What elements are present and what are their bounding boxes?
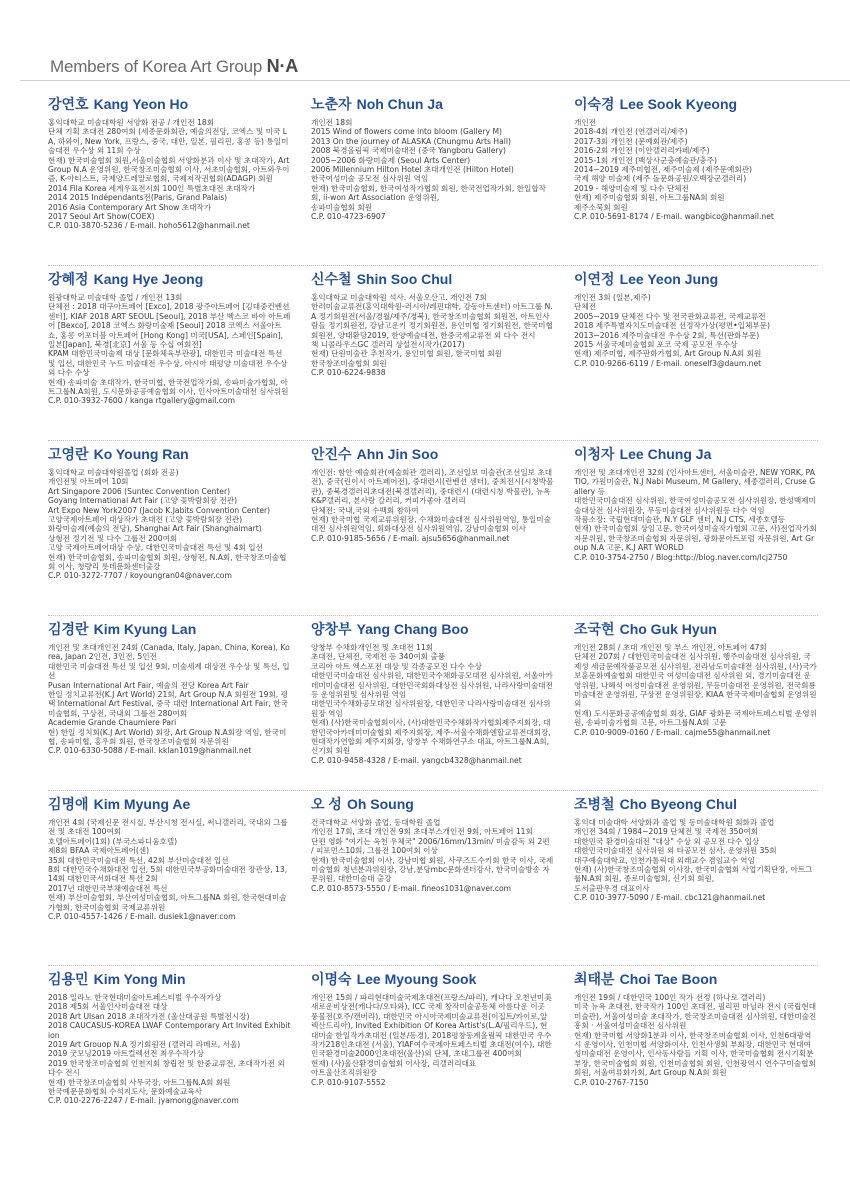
member-card — [311, 444, 554, 619]
bio-line: 2019 굿모닝2019 아트컬렉션전 최우수작가상 — [48, 1049, 204, 1059]
bio-line: 아트울산조직위원장 — [311, 1068, 378, 1078]
member-name-english: Cho Byeong Chul — [619, 796, 738, 812]
bio-line: 현재) 제주미협, 제주판화가협회, Art Group N.A회 회원 — [574, 349, 762, 359]
bio-line: C.P. 010-3272-7707 / koyoungran04@naver.com — [48, 571, 232, 581]
bio-line: 2015-1회 개인전 (백상사군충예술관/충주) — [574, 155, 717, 165]
bio-line: 현재) (사)울산환경미술협회 이사장, 리갤러리대표 — [311, 1058, 477, 1068]
member-name-english: Kang Hye Jeong — [93, 271, 204, 287]
member-name-korean: 김명애 — [48, 796, 89, 812]
bio-line: 2018 Art Ulsan 2018 초대작가전 (울산대공원 특별전시장) — [48, 1011, 250, 1021]
bio-line: 대한민국 미술대전 특선 및 입선 9회, 미술세계 대상전 우수상 및 특선, 입선 — [48, 661, 290, 681]
member-name — [311, 269, 554, 289]
bio-line: 개인전: 함안 예술회관(예술회관 갤러리), 조선일보 미술관(조선일보 초대전), 중국(린이시 아트페어전), 중대련시(런벤션 센터), 중최전시(시청박물관), 중북경갤러리초대전(북경갤러리), 중대련시 (대련시청 박물관), 뉴욕K&P갤러리, 본사랑 갈러리, 커피가좋아 갤러리 — [311, 468, 554, 506]
bio-line: 한국예문문화협회 수석지도사, 문화예술교육사 — [48, 1087, 202, 1097]
member-bio — [574, 643, 817, 737]
member-name-english: Ko Young Ran — [93, 446, 189, 462]
member-name-english: Lee Chung Ja — [619, 446, 712, 462]
bio-line: 2018 CAUCASUS-KOREA LWAF Contemporary Art Invited Exhibition — [48, 1021, 291, 1040]
member-name-korean: 강연호 — [48, 96, 89, 112]
member-name-english: Kim Yong Min — [93, 971, 186, 987]
member-name-korean: 오 성 — [311, 796, 342, 812]
bio-line: 원광대학교 미술대학 졸업 / 개인전 13회 — [48, 293, 183, 302]
bio-line: 대한민국미술대전 심사위원, 대한민국수채화공모대전 심사위원, 서울아카데미미술대전 심사위원, 대한민국회화대상전 심사위원, 나라사랑미술대전 등 운영위원및 심사위원 역임 — [311, 671, 553, 700]
member-name-english: Kim Myung Ae — [93, 796, 191, 812]
member-bio — [48, 818, 291, 921]
bio-line: 개인전 15회 / 파리현대미술국제초대전(프랑스/파리), 캐나다 오천년미美 새로운비상전(캐나다/오타와), ICC 국제 창작미술공동체 아름다운 이곳 풍물전(호주/캔버라), 대한민국 아시아국제미술교류전(이집트/카이로,알렉산드리아), Invited Exhibition Of Korea Artist's(L.A/필리우드), 현대미술 한일작가초대전 (일본/동경), 2018평창동계올림픽 대한민국 우수작가218인초대전 (서울), YIAF여수국제아트페스티벌 초대전(여수), 대한민국환경미술2000인초대전(울산)외 단체, 초대그룹전 400여회 — [311, 993, 552, 1059]
member-bio — [574, 818, 817, 903]
member-name — [311, 794, 554, 814]
bio-line: C.P. 010-2767-7150 — [574, 1077, 649, 1087]
member-card — [574, 619, 817, 794]
member-bio — [574, 118, 817, 221]
member-name-english: Kang Yeon Ho — [93, 96, 189, 112]
bio-line: 홍익대학교 미술대학원졸업 (회화 전공) — [48, 468, 179, 477]
member-name-korean: 조병철 — [574, 796, 615, 812]
member-name-english: Lee Sook Kyeong — [619, 96, 738, 112]
member-name-korean: 노춘자 — [311, 96, 352, 112]
bio-line: 제8회 BFAA 국제아트페어(센) — [48, 846, 150, 856]
bio-line: 2016 Asia Contemporary Art Show 초대작가 — [48, 202, 212, 212]
bio-line: 단체 기획 초대전 280여회 (세종문화회관, 예술의전당, 코엑스 및 미국 LA, 하와이, New York, 프랑스, 중국, 대만, 일본, 필리핀, 홍콩 등) 통일미술대전 우수상 외 11회 수상 — [48, 127, 289, 156]
member-card — [574, 794, 817, 969]
member-name — [48, 94, 291, 114]
member-name — [48, 969, 291, 989]
bio-line: 2018 제5회 서울인사미술대전 대상 — [48, 1002, 168, 1012]
bio-line: Goyang International Art Fair (고양 꽃박람회장 전관) — [48, 496, 238, 506]
bio-line: 개인전 28회 / 초대 개인전 및 부스 개인전, 아트페어 47회 — [574, 643, 767, 652]
member-bio — [48, 468, 291, 581]
bio-line: 코리아 아트 엑스포전 대상 및 각종공모전 다수 수상 — [311, 661, 482, 671]
member-name-korean: 최태분 — [574, 971, 615, 987]
bio-line: 현재) 한국미술협회 회원,서울미술협회 서양화분과 이사 및 초대작가, Art Group N.A 운영위원, 한국창조미술협회 이사, 서초미술협회, 아트와우이즘, K-아티스트, 국제양드레말로협회, 국제저작권협회(ADAGP) 회원 — [48, 155, 290, 184]
bio-line: 2013 On the journey of ALASKA (Chungmu Arts Hall) — [311, 136, 511, 146]
member-name-english: Ahn Jin Soo — [356, 446, 439, 462]
member-name-korean: 신수철 — [311, 271, 352, 287]
bio-line: 개인전 3회 (일본,제주) — [574, 293, 651, 302]
bio-line: 상형전 정기전 및 다수 그룹전 200여회 — [48, 533, 178, 543]
member-bio — [574, 993, 817, 1087]
bio-line: 2013~2016 제주미술대전 우수상 2회, 특선(판화부문) — [574, 330, 760, 340]
member-name-korean: 이연정 — [574, 271, 615, 287]
member-name-korean: 강혜정 — [48, 271, 89, 287]
bio-line: 대한민국미술대전 심사위원, 한국여성미술공모전 심사위원장, 한성백제미술대상전 심사위원장, 무등미술대전 심사위원등 다수 역임 — [574, 496, 816, 515]
member-name — [48, 619, 291, 639]
bio-line: 초대전, 단체전, 국제전 등 340여회 출품 — [311, 652, 446, 662]
bio-line: 한국창조미술협회 회원 — [311, 358, 387, 368]
member-card — [574, 94, 817, 269]
member-bio — [574, 468, 817, 562]
bio-line: 홍익대학교 미술대학원 서양화 전공 / 개인전 18회 — [48, 118, 215, 127]
bio-line: 대구예술대학교, 인천가톨릭대 외래교수 겸임교수 역임 — [574, 855, 755, 865]
bio-line: 2019 - 해양미술제 및 다수 단체전 — [574, 183, 689, 193]
member-name-korean: 안진수 — [311, 446, 352, 462]
member-bio — [311, 643, 554, 765]
bio-line: 책 니콜라우스GC 갤러리 상설전시작가(2017) — [311, 340, 465, 350]
member-name-korean: 김용민 — [48, 971, 89, 987]
member-name — [48, 794, 291, 814]
bio-line: 단편 영화 "여기는 옥천 우체국" 2006/16mm/13min/ 미술감독 외 2편 / 피포먼스10회, 그룹전 100여회 이상 — [311, 836, 550, 856]
member-name-english: Choi Tae Boon — [619, 971, 718, 987]
bio-line: 개인전 4회 (국제신문 전시실, 부산시청 전시실, 써니갤러리, 국내외 그룹전 및 초대전 100여회 — [48, 818, 288, 837]
bio-line: 2005~2019 단체전 다수 및 전국판화교류전, 국제교류전 — [574, 311, 766, 321]
bio-line: C.P. 010-9009-0160 / E-mail. cajme55@hanmail.net — [574, 727, 771, 737]
member-grid — [48, 94, 818, 1144]
bio-line: 개인전및 아트페어 10회 — [48, 477, 129, 487]
bio-line: 개인전 및 초대개인전 32회 (인사아트센터, 서울미술관, NEW YORK, PATIO, 가원미술관, N.J Nabi Museum, M Gallery, 세종갤러리, Cruse Gallery 등 — [574, 468, 816, 496]
member-name — [574, 269, 817, 289]
bio-line: 고양국제아트페어 대상작가 초대전 (고양 꽃박람회장 전관) — [48, 515, 243, 525]
bio-line: 2018 제주특별자치도미술대전 선정작가상(평면•입체부문) — [574, 321, 770, 331]
bio-line: 홍익대학교 미술대학원 석사. 서울오산고. 개인전 7회 — [311, 293, 487, 302]
member-card — [48, 94, 291, 269]
member-card — [311, 269, 554, 444]
bio-line: 도서출판우경 대표이사 — [574, 883, 650, 893]
bio-line: 송파미술협회 회원 — [311, 202, 373, 212]
member-name-korean: 고영란 — [48, 446, 89, 462]
bio-line: 2019 Art Grouop N.A 정기회원전 (갤러리 라메르, 서울) — [48, 1040, 241, 1050]
member-name — [574, 969, 817, 989]
bio-line: C.P. 010-5691-8174 / E-mail. wangbico@hanmail.net — [574, 212, 774, 222]
member-card — [48, 444, 291, 619]
member-name-korean: 양창부 — [311, 621, 352, 637]
member-bio — [48, 643, 291, 756]
bio-line: 대한민국 환경미술대전 "대상" 수상 외 공모전 다수 입상 — [574, 836, 760, 846]
header-divider — [20, 80, 850, 81]
bio-line: C.P. 010-9185-5656 / E-mail. ajsu5656@hanmail.net — [311, 533, 510, 543]
bio-line: 현재) 한국미술협회, 한국여성작가협회 회원, 한국전업작가회, 한일합작회, ii-won Art Association 운영위원, — [311, 183, 547, 203]
bio-line: 8회 대한민국수채화대전 입선, 5회 대한민국부공화미술대전 장관상, 13,14회 대한민국서화대전 특선 2회 — [48, 865, 288, 884]
member-bio — [48, 118, 291, 231]
page-title — [50, 56, 298, 77]
bio-line: 개인전 및 초대개인전 24회 (Canada, Italy, Japan, China, Korea), Korea, Japan 2인전, 3인전, 5인전 — [48, 643, 290, 662]
bio-line: C.P. 010-8573-5550 / E-mail. fineos1031@naver.com — [311, 883, 512, 893]
bio-line: 2014 2015 Indépendants전(Paris, Grand Palais) — [48, 193, 228, 203]
bio-line: 단체전: 국내,국외 수백회 참하여 — [311, 505, 419, 515]
member-bio — [311, 993, 554, 1087]
bio-line: 현재) 한국미술협회, 송파미술협회 회원, 상형전, N.A회, 한국창조미술협회 이사, 청량리 롯데문화센터출강 — [48, 552, 287, 572]
bio-line: 미국 뉴욕 초대전, 한국작가 100인 초대전, 필리핀 마닐라 전시 (국립현대미술관), 서울여성미술 초대작가, 한국창조미술대전 심사위원, 대한미술진흥회 · 서울여성미술대전 심사위원 — [574, 1002, 817, 1031]
bio-line: 2008 북경올림픽 국제미술대전 (중국 Yangboru Gallery) — [311, 146, 507, 156]
bio-line: Art Expo New York2007 (Jacob K.Jabits Convention Center) — [48, 505, 271, 515]
bio-line: C.P. 010-2276-2247 / E-mail. jyamong@naver.com — [48, 1096, 239, 1106]
page-title-prefix: Members of Korea Art Group — [50, 57, 267, 76]
bio-line: 2005~2006 화랑미술제 (Seoul Arts Center) — [311, 155, 471, 165]
bio-line: 2015 서울국제미술협회 포코 국제 공모전 우수상 — [574, 340, 738, 350]
member-card — [48, 619, 291, 794]
bio-line: 호텔아트페어(1회) (부국스파디움호텔) — [48, 836, 178, 846]
member-name-english: Kim Kyung Lan — [93, 621, 197, 637]
member-card — [574, 969, 817, 1144]
member-card — [311, 969, 554, 1144]
member-card — [48, 969, 291, 1144]
bio-line: 개인전 34회 / 1984~2019 단체전 및 국제전 350여회 — [574, 827, 758, 837]
bio-line: 개인전 18회 — [311, 118, 353, 127]
bio-line: 현재) 단원미술관 추천작가, 용인미협 회원, 한국미협 회원 — [311, 349, 502, 359]
bio-line: 개인전 17회, 초대 개인전 9회 초대부스개인전 9회, 아트페어 11회 — [311, 827, 533, 837]
bio-line: C.P. 010-3932-7600 / kanga rtgallery@gmail.com — [48, 396, 235, 406]
bio-line: 현재) 한국미술협회 이사, 강남미협 회원, 사쿠즈드수키회 한국 이사, 국제미술협회 청년분과위원장, 강남,분당mbc문화센터강사, 한국미술방송 자문위원, 대한미술대 출강 — [311, 855, 554, 884]
member-name-korean: 이숙경 — [574, 96, 615, 112]
bio-line: 2017-3회 개인전 (문예회관/제주) — [574, 136, 688, 146]
bio-line: Pusan International Art Fair, 예술의 전당 Korea Art Fair — [48, 680, 249, 690]
member-name-korean: 이명숙 — [311, 971, 352, 987]
bio-line: 국제 해양 미술제 (제주 돌문화공원/오백장군갤러리) — [574, 174, 747, 184]
bio-line: 개인전 — [574, 118, 597, 127]
member-name-english: Lee Myoung Sook — [356, 971, 477, 987]
bio-line: 화랑미술제(예술의 전당), Shanghai Art Fair (Shanghaimart) — [48, 524, 262, 534]
member-name — [311, 94, 554, 114]
bio-line: 2018 밀라노 한국현대미술아트페스티벌 우수작가상 — [48, 993, 222, 1002]
bio-line: 홍익대 미술대학 서양화과 졸업 및 동미술대학원 회화과 졸업 — [574, 818, 775, 827]
bio-line: 작품소장: 국립현대미술관, N.Y GLF 센터, N.J CTS, 세종호텔등 — [574, 515, 786, 525]
member-name — [48, 444, 291, 464]
bio-line: C.P. 010-3870-5236 / E-mail. hoho5612@hanmail.net — [48, 221, 250, 231]
member-name-korean: 이청자 — [574, 446, 615, 462]
bio-line: C.P. 010-9458-4328 / E-mail. yangcb4328@hanmail.net — [311, 755, 522, 765]
member-card — [48, 269, 291, 444]
member-card — [311, 94, 554, 269]
bio-line: C.P. 010-4723-6907 — [311, 212, 386, 222]
member-name-english: Shin Soo Chul — [356, 271, 453, 287]
bio-line: 2014 Fila Korea 세계우표전시회 100인 특별초대전 초대작가 — [48, 183, 256, 193]
member-card — [48, 794, 291, 969]
member-name-english: Noh Chun Ja — [356, 96, 443, 112]
bio-line: 한러미술교류전(홍익대학원-러시아/레핀대학, 강동아트센터) 아트그룹 N.A 정기회원전(서울/경월/제주/경북), 한국창조미술협회 회원전, 아트인사람들 정기회원전, 강남고운키 정기회원전, 용인미협 정기회원전, 한국미협 회원전, 양태환당2019, 한양예술대전, 한중국제교류전 외 다수 전시 — [311, 302, 553, 340]
member-name — [574, 794, 817, 814]
bio-line: 현재) 한국창조미술협회 사무국장, 아트그룹N.A회 회원 — [48, 1077, 231, 1087]
bio-line: 단체전 — [574, 302, 597, 312]
bio-line: 현재) 한국미협 국제교류위원장, 수채화미술대전 심사위원역임, 통일미술대전 심사위원역임, 회화대상전 심사위원역임, 강남미술협회 이사 — [311, 515, 551, 534]
bio-line: 2014~2019 제주미협전, 제주미술제 (제주문예회관) — [574, 165, 752, 175]
member-name — [48, 269, 291, 289]
bio-line: C.P. 010-3754-2750 / Blog:http://blog.naver.com/lcj2750 — [574, 552, 788, 562]
bio-line: 고양 국제아트페어대상 수상, 대한민국미술대전 특선 및 4회 입선 — [48, 543, 263, 553]
page-title-brand: N·A — [266, 56, 299, 76]
bio-line: C.P. 010-6330-5088 / E-mail. kklan1019@hanmail.net — [48, 746, 252, 756]
bio-line: 현재) (사)한국창조미술협회 이사장, 한국미술협회 사업기획단장, 아트그룹N.A회 회원, 종로미술협회, 신기회 회원, — [574, 865, 813, 884]
bio-line: 건국대학교 서양화 졸업, 동대학원 졸업 — [311, 818, 441, 827]
bio-line: 현) 한일 정치회(K.J Art World) 회장, Art Group N.A회장 역임, 한국미협, 송파미협, 홍우회 회원, 한국창조미술협회 자문위원 — [48, 727, 287, 747]
member-bio — [311, 468, 554, 543]
bio-line: 2019 한국창조미술협회 인천지회 창립전 및 한중교류전, 초대작가전 외 다수 전시 — [48, 1058, 285, 1078]
bio-line: 2016-2회 개인전 (이안갤러리카페/제주) — [574, 146, 710, 156]
member-bio — [48, 993, 291, 1106]
bio-line: KPAM 대한민국미술제 대상 [문화체육부관광], 대한민국 미술대전 특선 및 입선, 대한민국 누드 미술대전 우수상, 아시아 태평양 미술대전 우수상 외 다수 수상 — [48, 349, 288, 378]
member-name-english: Yang Chang Boo — [356, 621, 469, 637]
bio-line: 현재) 송파미술 초대작가, 한국미협, 한국전업작가회, 송파미술가협회, 아트그룹N.A회원, 도시문화공공예술협회 이사, 인사아트미술대전 심사위원 — [48, 377, 289, 397]
bio-line: Academie Grande Chaumiere Pari — [48, 718, 177, 728]
bio-line: 현재) 부산미술협회, 부산여성미술협회, 아트그룹NA 회원, 한국현대미술가협회, 한국미술협회 국제교류위원 — [48, 893, 287, 912]
member-name-english: Oh Soung — [346, 796, 414, 812]
bio-line: 현재) 한국미협 서양화1분과 이사, 한국창조미술협회 이사, 인천6대광역시 운영이사, 인천미협 서양화이사, 인천사생회 부회장, 대한민국 현대여성미술대전 운영이사, 인사동사람들 기획 이사, 한국미술협회 전시기획분부장, 한국미술협회 회원, 인천미술협회 회원, 인천광역시 연수구미술협회 회원, 서울여류화가회, Art Group N.A회 회원 — [574, 1030, 816, 1078]
member-name-english: Cho Guk Hyun — [619, 621, 717, 637]
member-name-korean: 김경란 — [48, 621, 89, 637]
bio-line: 대한민국수채화공모대전 심사위원장, 대한민국 나라사랑미술대전 심사위원장 역임 — [311, 699, 551, 718]
bio-line: 양창부 수채화개인전 및 초대전 11회 — [311, 643, 434, 652]
member-name-korean: 조국현 — [574, 621, 615, 637]
member-bio — [311, 118, 554, 221]
bio-line: 단체전 207회 / 대한민국미술대전 심사위원, 행주미술대전 심사위원, 국제성 세금문예작품공모전 심사위원, 전라남도미술대전 심사위원, (사)국가보훈문화예술협회 대한민국 여성미술대전 심사위원 외, 경기미술대전 운영위원, 나혜석 여성미술대전 운영위원, 무등미술대전 운영위원, 전국회룡미술대전 운영위원, 구상전 운영위원장, KIAA 한국국제미술협회 운영위원 외 — [574, 652, 817, 709]
member-card — [311, 619, 554, 794]
member-card — [311, 794, 554, 969]
bio-line: 2017년 대한민국부채예술대전 특선 — [48, 883, 168, 893]
bio-line: 현재) (사)한국미술협회이사, (사)대한민국수채화작가협회제주지회장, 대한민국아카데미미술협회 제주지회장, 제주-서울수채화엔할교류전대회장, 현대작가연합회 제주지회장, 양창부 수채화연구소 대표, 아트그룹N.A회, 신기회 회원 — [311, 718, 551, 756]
bio-line: C.P. 010-3977-5090 / E-mail. cbc121@hanmail.net — [574, 893, 766, 903]
bio-line: C.P. 010-6224-9838 — [311, 368, 386, 378]
member-bio — [574, 293, 817, 368]
bio-line: 개인전 19회 / 대한민국 100인 작가 선정 (하나로 갤러리) — [574, 993, 766, 1002]
member-name — [311, 444, 554, 464]
bio-line: 35회 대한민국미술대전 특선, 42회 부산미술대전 입선 — [48, 855, 229, 865]
bio-line: 단체전 : 2018 대구아트페어 [Exco], 2018 광주아트페어 [김대중컨벤션센터], KIAF 2018 ART SEOUL [Seoul], 2018 부산 벡스코 바아 아트페어 [Bexco], 2018 코엑스 화랑미술제 [Seoul] 2018 코엑스 서울아트쇼, 홍콩 어포더블 아트페어 [Hong Kong] 미국[USA], 스페인[Spain], 일본[Japan], 북경[北京] 서울 등 수십 여회전] — [48, 302, 291, 350]
bio-line: C.P. 010-9266-6119 / E-mail. oneself3@daum.net — [574, 358, 762, 368]
bio-line: C.P. 010-9107-5552 — [311, 1077, 386, 1087]
bio-line: 한국여성미술 공모전 심사위원 역임 — [311, 174, 429, 184]
bio-line: 2015 Wind of flowers come into bloom (Gallery M) — [311, 127, 503, 137]
member-bio — [48, 293, 291, 406]
member-name — [574, 444, 817, 464]
member-card — [574, 444, 817, 619]
member-name — [311, 619, 554, 639]
member-name — [311, 969, 554, 989]
bio-line: 2018-4회 개인전 (연갤러리/제주) — [574, 127, 688, 137]
bio-line: C.P. 010-4557-1426 / E-mail. dusiek1@naver.com — [48, 912, 236, 922]
bio-line: 현재) 한국미술협회 상임고문, 한국여성미술작가협회 고문, 사)전업작가회 자문위원, 한국창조미술협회 자문위원, 광화문아트포럼 자문위원, Art Group N.A 고문, K.J ART WORLD — [574, 524, 817, 553]
bio-line: 현재) 제주미술협회 회원, 아트그룹NA회 회원 — [574, 193, 725, 203]
member-name — [574, 94, 817, 114]
member-card — [574, 269, 817, 444]
member-name — [574, 619, 817, 639]
bio-line: 제주소묵회 회원 — [574, 202, 628, 212]
member-bio — [311, 293, 554, 378]
member-bio — [311, 818, 554, 893]
bio-line: 현재) 도시문화공공예술협회 회장, GIAF 광화문 국제아트페스티벌 운영위원, 송파미술가협회 고문, 아트그룹N.A회 고문 — [574, 708, 817, 728]
bio-line: 한일 정치교류전(K.J Art World) 21회, Art Group N.A 회원전 19회, 평택 International Art Festival, 중국 대련 International Art Fair, 한국미술협회, 구상전, 국내외 그룹전 280여회 — [48, 690, 288, 718]
member-name-english: Lee Yeon Jung — [619, 271, 719, 287]
bio-line: Art Singapore 2006 (Suntec Convention Center) — [48, 486, 231, 496]
bio-line: 2006 Millennium Hilton Hotel 초대개인전 (Hilton Hotel) — [311, 165, 514, 175]
bio-line: 2017 Seoul Art Show(COEX) — [48, 212, 155, 222]
bio-line: 대한민국미술대전 심사위원 외 타공모전 심사, 운영위원 35회 — [574, 846, 777, 856]
